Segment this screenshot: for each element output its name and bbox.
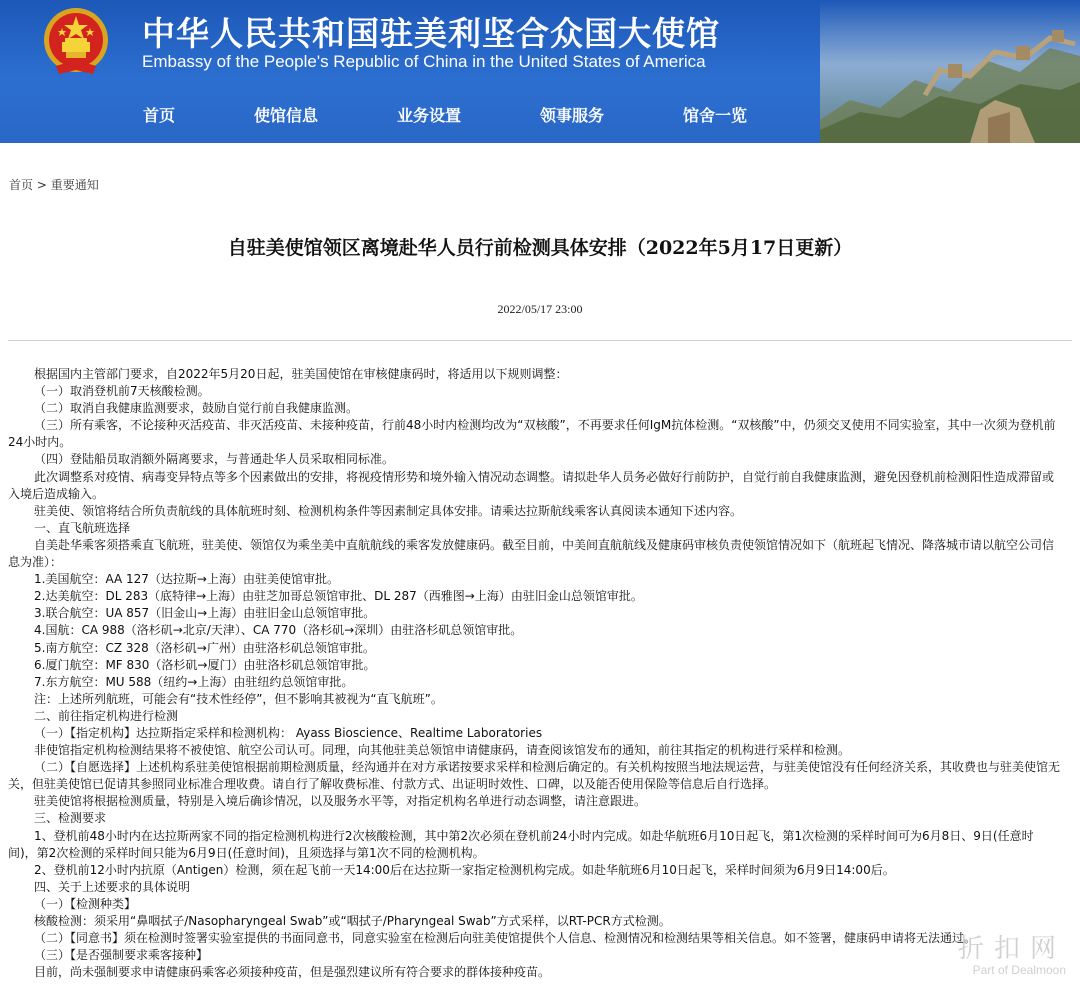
watermark-text-en: Part of Dealmoon [972,963,1066,977]
national-emblem-icon [38,4,114,80]
nav-item-consular-services[interactable]: 领事服务 [540,106,605,125]
site-header [0,0,1080,143]
nav-item-embassy-info[interactable]: 使馆信息 [254,106,319,125]
flight-item: 6.厦门航空：MF 830（洛杉矶→厦门）由驻洛杉矶总领馆审批。 [34,657,376,672]
paragraph: 2、登机前12小时内抗原（Antigen）检测，须在起飞前一天14:00后在达拉斯一家指定检测机构完成。如赴华航班6月10日起飞，采样时间须为6月9日14:00后。 [34,862,895,877]
article-title: 自驻美使馆领区离境赴华人员行前检测具体安排（2022年5月17日更新） [227,237,853,259]
article-date: 2022/05/17 23:00 [497,302,583,316]
section-heading: 二、前往指定机构进行检测 [34,708,179,723]
paragraph: 1、登机前48小时内在达拉斯两家不同的指定检测机构进行2次核酸检测，其中第2次必须在登机前24小时内完成。如赴华航班6月10日起飞，第1次检测的采样时间可为6月8日、9日(任意时间)，第2次检测的采样时间只能为6月9日(任意时间)，且须选择与第1次不同的检测机构。 [8,828,1034,860]
embassy-title-english: Embassy of the People's Republic of China in the United States of America [142,52,706,71]
flight-item: 3.联合航空：UA 857（旧金山→上海）由驻旧金山总领馆审批。 [34,606,376,621]
flight-item: 1.美国航空：AA 127（达拉斯→上海）由驻美使馆审批。 [34,572,339,587]
article-body [8,366,1060,981]
breadcrumb-home-link[interactable]: 首页 [9,178,34,192]
paragraph: （四）登陆船员取消额外隔离要求，与普通赴华人员采取相同标准。 [34,452,395,467]
flight-item: 5.南方航空：CZ 328（洛杉矶→广州）由驻洛杉矶总领馆审批。 [34,640,375,655]
paragraph: 驻美使、领馆将结合所负责航线的具体航班时刻、检测机构条件等因素制定具体安排。请乘达拉斯航线乘客认真阅读本通知下述内容。 [34,503,743,518]
paragraph: 此次调整系对疫情、病毒变异特点等多个因素做出的安排，将视疫情形势和境外输入情况动态调整。请拟赴华人员务必做好行前防护，自觉行前自我健康监测，避免因登机前检测阳性造成滞留或入境后造成输入。 [8,469,1055,501]
paragraph: 驻美使馆将根据检测质量，特别是入境后确诊情况，以及服务水平等，对指定机构名单进行动态调整，请注意跟进。 [34,794,647,809]
breadcrumb-separator: > [33,178,51,192]
paragraph: （二）【自愿选择】上述机构系驻美使馆根据前期检测质量，经沟通并在对方承诺按要求采样和检测后确定的。有关机构按照当地法规运营，与驻美使馆没有任何经济关系，其收费也与驻美使馆无关，但驻美使馆已促请其参照同业标准合理收费。请自行了解收费标准、付款方式、出证明时效性、口碑，以及能否使用保险等信息后自行选择。 [8,760,1061,792]
paragraph: （二）取消自我健康监测要求，鼓励自觉行前自我健康监测。 [34,401,359,416]
paragraph: 非使馆指定机构检测结果将不被使馆、航空公司认可。同理，向其他驻美总领馆申请健康码，请查阅该馆发布的通知，前往其指定的机构进行采样和检测。 [34,743,851,758]
breadcrumb-current-link[interactable]: 重要通知 [50,178,99,192]
paragraph: （一）【指定机构】达拉斯指定采样和检测机构： Ayass Bioscience、Realtime Laboratories [34,725,543,740]
paragraph: 自美赴华乘客须搭乘直飞航班，驻美使、领馆仅为乘坐美中直航航线的乘客发放健康码。截至目前，中美间直航航线及健康码审核负责使领馆情况如下（航班起飞情况、降落城市请以航空公司信息为准）： [8,537,1055,570]
paragraph: 注：上述所列航班，可能会有“技术性经停”，但不影响其被视为“直飞航班”。 [34,691,443,706]
section-heading: 三、检测要求 [34,811,107,826]
section-heading: 四、关于上述要求的具体说明 [34,879,191,894]
paragraph: （三）所有乘客，不论接种灭活疫苗、非灭活疫苗、未接种疫苗，行前48小时内检测均改为“双核酸”，不再要求任何IgM抗体检测。“双核酸”中，仍须交叉使用不同实验室，其中一次须为登机前24小时内。 [8,418,1056,450]
section-heading: 一、直飞航班选择 [34,520,131,535]
nav-item-premises[interactable]: 馆舍一览 [683,106,748,125]
flight-item: 7.东方航空：MU 588（纽约→上海）由驻纽约总领馆审批。 [34,674,354,689]
flight-item: 2.达美航空：DL 283（底特律→上海）由驻芝加哥总领馆审批、DL 287（西雅图→上海）由驻旧金山总领馆审批。 [34,589,643,604]
paragraph: （一）取消登机前7天核酸检测。 [34,384,210,399]
paragraph: （二）【同意书】须在检测时签署实验室提供的书面同意书，同意实验室在检测后向驻美使馆提供个人信息、检测情况和检测结果等相关信息。如不签署，健康码申请将无法通过。 [34,931,977,946]
nav-item-home[interactable]: 首页 [143,106,176,125]
breadcrumb [9,176,99,193]
embassy-title-chinese: 中华人民共和国驻美利坚合众国大使馆 [142,14,720,53]
paragraph: （一）【检测种类】 [34,896,137,911]
main-navigation [0,103,900,129]
paragraph: 目前，尚未强制要求申请健康码乘客必须接种疫苗，但是强烈建议所有符合要求的群体接种疫苗。 [34,965,551,980]
watermark-text-cn: 折扣网 [957,934,1066,964]
paragraph: 核酸检测：须采用“鼻咽拭子/Nasopharyngeal Swab”或“咽拭子/Pharyngeal Swab”方式采样，以RT-PCR方式检测。 [34,914,671,928]
nav-item-services[interactable]: 业务设置 [397,106,462,125]
paragraph: （三）【是否强制要求乘客接种】 [34,948,209,963]
flight-item: 4.国航：CA 988（洛杉矶→北京/天津）、CA 770（洛杉矶→深圳）由驻洛杉矶总领馆审批。 [34,623,523,638]
title-divider [8,340,1072,341]
paragraph: 根据国内主管部门要求，自2022年5月20日起，驻美国使馆在审核健康码时，将适用以下规则调整： [34,367,568,381]
